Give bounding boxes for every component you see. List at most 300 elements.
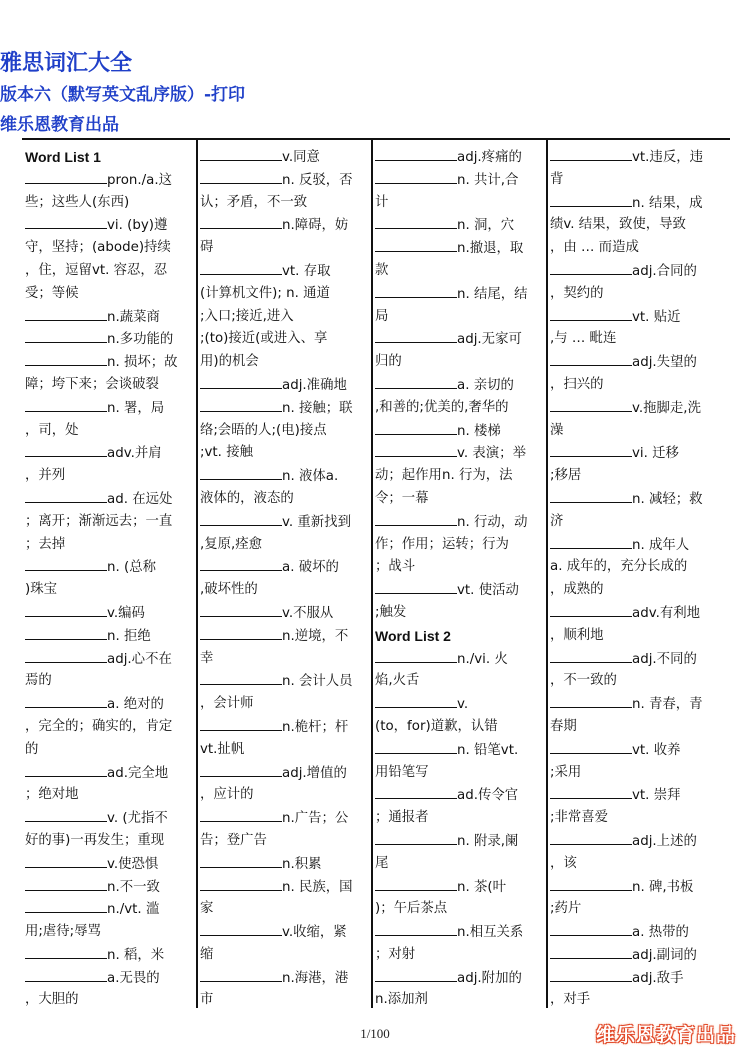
definition-continuation [200, 328, 370, 351]
fill-in-blank [25, 762, 107, 777]
entry-text: n.多功能的 [107, 332, 174, 348]
definition-continuation [200, 283, 370, 306]
entry-text: n. 碑,书板 [632, 879, 694, 895]
fill-in-blank [550, 830, 632, 845]
fill-in-blank [550, 192, 632, 207]
vocab-entry [550, 192, 720, 215]
definition-continuation [375, 465, 545, 488]
column-divider [196, 140, 198, 1008]
vocab-entry [200, 670, 370, 693]
vocab-entry [25, 876, 195, 899]
entry-text: vt. 收养 [632, 742, 681, 758]
definition-continuation [200, 784, 370, 807]
entry-text: n. 署，局 [107, 400, 165, 416]
fill-in-blank [550, 784, 632, 799]
definition-continuation [550, 420, 720, 443]
vocab-entry [375, 579, 545, 602]
entry-text: 告；登广告 [200, 832, 267, 848]
fill-in-blank [550, 693, 632, 708]
definition-continuation [375, 602, 545, 625]
fill-in-blank [25, 807, 107, 822]
fill-in-blank [375, 283, 457, 298]
vocab-entry [375, 876, 545, 899]
fill-in-blank [25, 488, 107, 503]
definition-continuation [550, 807, 720, 830]
entry-text: ;入口;接近,进入 [200, 308, 294, 324]
vocab-entry [200, 762, 370, 785]
definition-continuation [375, 762, 545, 785]
vocab-entry [375, 283, 545, 306]
entry-text: vt.违反，违 [632, 150, 703, 165]
fill-in-blank [25, 648, 107, 663]
fill-in-blank [550, 397, 632, 412]
fill-in-blank [375, 967, 457, 982]
fill-in-blank [550, 921, 632, 936]
definition-continuation [200, 944, 370, 967]
entry-text: 家 [200, 901, 214, 917]
entry-text: ;(to)接近(或进入、享 [200, 331, 328, 347]
definition-continuation [25, 579, 195, 602]
entry-text: vi. 迁移 [632, 446, 679, 462]
entry-text: n./vi. 火 [457, 651, 508, 667]
entry-text: )；午后茶点 [375, 901, 448, 917]
entry-text: n.桅杆；杆 [282, 719, 349, 735]
fill-in-blank [375, 784, 457, 799]
fill-in-blank [550, 442, 632, 457]
entry-text: ；通报者 [375, 810, 429, 826]
fill-in-blank [25, 876, 107, 891]
entry-text: ad.完全地 [107, 765, 169, 781]
fill-in-blank [200, 625, 282, 640]
fill-in-blank [375, 146, 457, 161]
entry-text: v. 重新找到 [282, 514, 351, 530]
definition-continuation [200, 739, 370, 762]
vocab-entry [550, 876, 720, 899]
entry-text: n. 结尾，结 [457, 286, 528, 302]
vocab-entry [25, 397, 195, 420]
entry-text: adj.失望的 [632, 355, 697, 371]
entry-text: 液体的，液态的 [200, 490, 294, 506]
definition-continuation [200, 488, 370, 511]
entry-text: ；离开；渐渐远去；一直 [25, 513, 173, 529]
definition-continuation [375, 898, 545, 921]
vocab-entry [550, 602, 720, 625]
definition-continuation [375, 716, 545, 739]
definition-continuation [375, 853, 545, 876]
entry-text: Word List 2 [375, 627, 451, 644]
definition-continuation [25, 784, 195, 807]
definition-continuation [550, 283, 720, 306]
definition-continuation [25, 534, 195, 557]
entry-text: ,和善的;优美的,奢华的 [375, 399, 509, 415]
vocab-entry [25, 306, 195, 329]
fill-in-blank [200, 807, 282, 822]
fill-in-blank [375, 876, 457, 891]
fill-in-blank [25, 556, 107, 571]
definition-continuation [200, 420, 370, 443]
entry-text: a.无畏的 [107, 970, 160, 986]
definition-continuation [375, 556, 545, 579]
entry-text: n. 洞，穴 [457, 218, 515, 234]
column-divider [546, 140, 548, 1008]
column-divider [371, 140, 373, 1008]
entry-text: ad.传令官 [457, 788, 519, 804]
definition-continuation [550, 511, 720, 534]
vocab-entry [25, 807, 195, 830]
entry-text: ;药片 [550, 901, 582, 917]
definition-continuation [25, 192, 195, 215]
entry-text: vt.扯帆 [200, 741, 245, 757]
entry-text: adj.敌手 [632, 970, 684, 986]
vocab-entry [200, 807, 370, 830]
definition-continuation [550, 374, 720, 397]
definition-continuation [375, 488, 545, 511]
entry-text: 用铅笔写 [375, 764, 429, 780]
word-list-heading [375, 625, 545, 648]
vocab-entry [200, 876, 370, 899]
vocab-entry [25, 853, 195, 876]
fill-in-blank [550, 967, 632, 982]
fill-in-blank [550, 648, 632, 663]
entry-text: v.同意 [282, 150, 320, 165]
entry-text: )珠宝 [25, 582, 58, 598]
definition-continuation [25, 670, 195, 693]
word-column-4 [550, 146, 720, 1008]
definition-continuation [25, 465, 195, 488]
fill-in-blank [375, 214, 457, 229]
definition-continuation [200, 534, 370, 557]
vocab-entry [550, 534, 720, 557]
vocab-entry [550, 944, 720, 967]
fill-in-blank [550, 739, 632, 754]
fill-in-blank [200, 214, 282, 229]
fill-in-blank [200, 397, 282, 412]
word-column-1 [25, 146, 195, 1008]
definition-continuation [375, 534, 545, 557]
vocab-entry [200, 214, 370, 237]
definition-continuation [550, 716, 720, 739]
definition-continuation [25, 830, 195, 853]
fill-in-blank [375, 921, 457, 936]
entry-text: n.广告；公 [282, 811, 349, 827]
vocab-entry [550, 921, 720, 944]
vocab-entry [200, 374, 370, 397]
definition-continuation [200, 237, 370, 260]
entry-text: vt. 存取 [282, 263, 331, 279]
definition-continuation [550, 989, 720, 1008]
fill-in-blank [25, 306, 107, 321]
fill-in-blank [550, 488, 632, 503]
fill-in-blank [25, 898, 107, 913]
fill-in-blank [25, 442, 107, 457]
entry-text: n. 结果，成 [632, 195, 703, 211]
word-list-heading [25, 146, 195, 169]
vocab-entry [550, 306, 720, 329]
fill-in-blank [25, 693, 107, 708]
entry-text: ;非常喜爱 [550, 810, 609, 826]
vocab-entry [375, 374, 545, 397]
vocab-entry [375, 214, 545, 237]
vocab-entry [375, 967, 545, 990]
definition-continuation [25, 921, 195, 944]
entry-text: 尾 [375, 855, 389, 871]
vocab-entry [25, 648, 195, 671]
definition-continuation [550, 169, 720, 192]
vocab-entry [375, 442, 545, 465]
vocab-entry [200, 397, 370, 420]
entry-text: adj.副词的 [632, 947, 697, 963]
entry-text: (计算机文件); n. 通道 [200, 285, 330, 301]
definition-continuation [550, 214, 720, 237]
definition-continuation [375, 670, 545, 693]
definition-continuation [25, 374, 195, 397]
entry-text: 好的事)一再发生；重现 [25, 832, 165, 848]
entry-text: 碍 [200, 240, 214, 256]
entry-text: adj.不同的 [632, 651, 697, 667]
fill-in-blank [550, 602, 632, 617]
definition-continuation [375, 260, 545, 283]
fill-in-blank [200, 556, 282, 571]
fill-in-blank [200, 511, 282, 526]
entry-text: n. 损坏；故 [107, 355, 178, 371]
entry-text: adv.有利地 [632, 605, 701, 621]
fill-in-blank [375, 374, 457, 389]
vocab-entry [550, 830, 720, 853]
page-title: 雅思词汇大全 [0, 51, 133, 76]
definition-continuation [200, 351, 370, 374]
vocab-entry [375, 830, 545, 853]
publisher-line: 维乐恩教育出品 [0, 115, 119, 135]
entry-text: n./vt. 滥 [107, 902, 160, 918]
fill-in-blank [200, 762, 282, 777]
entry-text: ；去掉 [25, 536, 66, 552]
entry-text: ;vt. 接触 [200, 445, 253, 461]
definition-continuation [550, 556, 720, 579]
entry-text: 用;虐待;辱骂 [25, 924, 101, 940]
fill-in-blank [375, 328, 457, 343]
entry-text: ，由 … 而造成 [550, 240, 639, 256]
entry-text: a. 绝对的 [107, 697, 164, 713]
vocab-entry [200, 556, 370, 579]
vocab-entry [200, 146, 370, 169]
vocab-entry [375, 739, 545, 762]
entry-text: n. 拒绝 [107, 628, 151, 644]
definition-continuation [25, 420, 195, 443]
entry-text: (to，for)道歉，认错 [375, 718, 498, 734]
entry-text: adj.心不在 [107, 651, 172, 667]
entry-text: a. 亲切的 [457, 377, 514, 393]
vocab-entry [25, 214, 195, 237]
vocab-entry [550, 351, 720, 374]
word-column-2 [200, 146, 370, 1008]
vocab-entry [25, 169, 195, 192]
entry-text: ，会计师 [200, 696, 254, 712]
vocab-entry [200, 169, 370, 192]
fill-in-blank [375, 237, 457, 252]
entry-text: vt. 使活动 [457, 583, 519, 599]
entry-text: n. 接触；联 [282, 400, 353, 416]
entry-text: 款 [375, 262, 389, 278]
entry-text: n. 液体a. [282, 469, 339, 485]
definition-continuation [25, 260, 195, 283]
definition-continuation [25, 511, 195, 534]
entry-text: pron./a.这 [107, 172, 173, 188]
fill-in-blank [25, 328, 107, 343]
entry-text: 春期 [550, 718, 577, 734]
fill-in-blank [375, 511, 457, 526]
entry-text: v. 表演；举 [457, 446, 526, 462]
fill-in-blank [550, 351, 632, 366]
entry-text: adj.附加的 [457, 970, 522, 986]
definition-continuation [200, 306, 370, 329]
entry-text: ，顺利地 [550, 627, 604, 643]
fill-in-blank [25, 602, 107, 617]
entry-text: n.障碍，妨 [282, 218, 349, 234]
entry-text: n. 成年人 [632, 537, 690, 553]
entry-text: ；战斗 [375, 559, 416, 575]
entry-text: n.逆境，不 [282, 628, 349, 644]
vocab-entry [375, 420, 545, 443]
vocab-entry [200, 625, 370, 648]
entry-text: ；对射 [375, 946, 416, 962]
entry-text: vt. 贴近 [632, 309, 681, 325]
vocab-entry [200, 967, 370, 990]
fill-in-blank [375, 579, 457, 594]
definition-continuation [375, 192, 545, 215]
entry-text: a. 破坏的 [282, 560, 339, 576]
definition-continuation [25, 237, 195, 260]
fill-in-blank [375, 420, 457, 435]
vocab-entry [375, 328, 545, 351]
vocab-entry [25, 442, 195, 465]
vocab-entry [375, 648, 545, 671]
vocab-entry [550, 784, 720, 807]
definition-continuation [375, 306, 545, 329]
entry-text: v.拖脚走,洗 [632, 400, 701, 416]
entry-text: n. 共计,合 [457, 172, 519, 188]
vocab-entry [200, 511, 370, 534]
vocab-entry [25, 625, 195, 648]
page-subtitle: 版本六（默写英文乱序版）-打印 [0, 85, 246, 105]
fill-in-blank [375, 739, 457, 754]
fill-in-blank [200, 146, 282, 161]
fill-in-blank [25, 351, 107, 366]
entry-text: ，扫兴的 [550, 376, 604, 392]
definition-continuation [550, 853, 720, 876]
entry-text: 归的 [375, 354, 402, 370]
entry-text: ，司，处 [25, 422, 79, 438]
entry-text: n. 附录,阑 [457, 833, 519, 849]
vocab-entry [550, 442, 720, 465]
entry-text: 作；作用；运转；行为 [375, 536, 509, 552]
entry-text: 济 [550, 513, 564, 529]
vocab-entry [200, 716, 370, 739]
entry-text: ，成熟的 [550, 582, 604, 598]
entry-text: v.不服从 [282, 605, 334, 621]
vocab-entry [375, 784, 545, 807]
definition-continuation [200, 898, 370, 921]
entry-text: 令；一幕 [375, 490, 429, 506]
entry-text: n. 会计人员 [282, 674, 353, 690]
entry-text: v. [457, 697, 469, 713]
entry-text: n. 茶(叶 [457, 879, 507, 895]
fill-in-blank [200, 921, 282, 936]
entry-text: n. 铅笔vt. [457, 742, 519, 758]
entry-text: n. 行动，动 [457, 514, 528, 530]
vocab-entry [200, 853, 370, 876]
entry-text: 背 [550, 171, 564, 187]
vocab-entry [550, 967, 720, 990]
definition-continuation [200, 192, 370, 215]
entry-text: n.添加剂 [375, 992, 428, 1008]
fill-in-blank [550, 876, 632, 891]
fill-in-blank [550, 146, 632, 161]
vocab-entry [200, 260, 370, 283]
entry-text: n.海港，港 [282, 970, 349, 986]
entry-text: v.使恐惧 [107, 856, 159, 872]
entry-text: 守，坚持；(abode)持续 [25, 240, 171, 256]
entry-text: ;采用 [550, 764, 582, 780]
entry-text: 动；起作用n. 行为，法 [375, 468, 513, 484]
vocab-entry [25, 488, 195, 511]
entry-text: n.相互关系 [457, 925, 524, 941]
entry-text: ;移居 [550, 468, 582, 484]
entry-text: n.不一致 [107, 879, 160, 895]
definition-continuation [550, 579, 720, 602]
entry-text: a. 热带的 [632, 925, 689, 941]
top-rule [22, 138, 730, 140]
entry-text: a. 成年的，充分长成的 [550, 559, 688, 575]
vocab-entry [25, 602, 195, 625]
entry-text: 市 [200, 992, 214, 1008]
entry-text: 的 [25, 741, 39, 757]
entry-text: ,与 … 毗连 [550, 331, 617, 347]
entry-text: ，契约的 [550, 285, 604, 301]
entry-text: 用)的机会 [200, 354, 259, 370]
entry-text: 澡 [550, 422, 564, 438]
vocab-entry [200, 465, 370, 488]
vocab-entry [25, 693, 195, 716]
fill-in-blank [200, 967, 282, 982]
fill-in-blank [550, 306, 632, 321]
definition-continuation [25, 283, 195, 306]
entry-text: ,破坏性的 [200, 582, 258, 598]
fill-in-blank [200, 465, 282, 480]
vocab-entry [550, 397, 720, 420]
watermark-logo: 维乐恩教育出品 [595, 1024, 736, 1046]
entry-text: adv.并肩 [107, 446, 162, 462]
vocab-entry [375, 146, 545, 169]
page-number: 1/100 [360, 1026, 390, 1041]
definition-continuation [550, 465, 720, 488]
fill-in-blank [550, 260, 632, 275]
entry-text: ，该 [550, 855, 577, 871]
fill-in-blank [200, 853, 282, 868]
vocab-entry [550, 693, 720, 716]
entry-text: n. 反驳，否 [282, 172, 353, 188]
fill-in-blank [375, 442, 457, 457]
entry-text: vt. 崇拜 [632, 788, 681, 804]
entry-text: 幸 [200, 650, 214, 666]
entry-text: n.蔬菜商 [107, 309, 160, 325]
entry-text: ，住，逗留vt. 容忍，忍 [25, 262, 168, 278]
definition-continuation [25, 739, 195, 762]
entry-text: v.收缩，紧 [282, 925, 347, 941]
vocab-entry [25, 351, 195, 374]
definition-continuation [550, 328, 720, 351]
definition-continuation [200, 442, 370, 465]
fill-in-blank [200, 716, 282, 731]
